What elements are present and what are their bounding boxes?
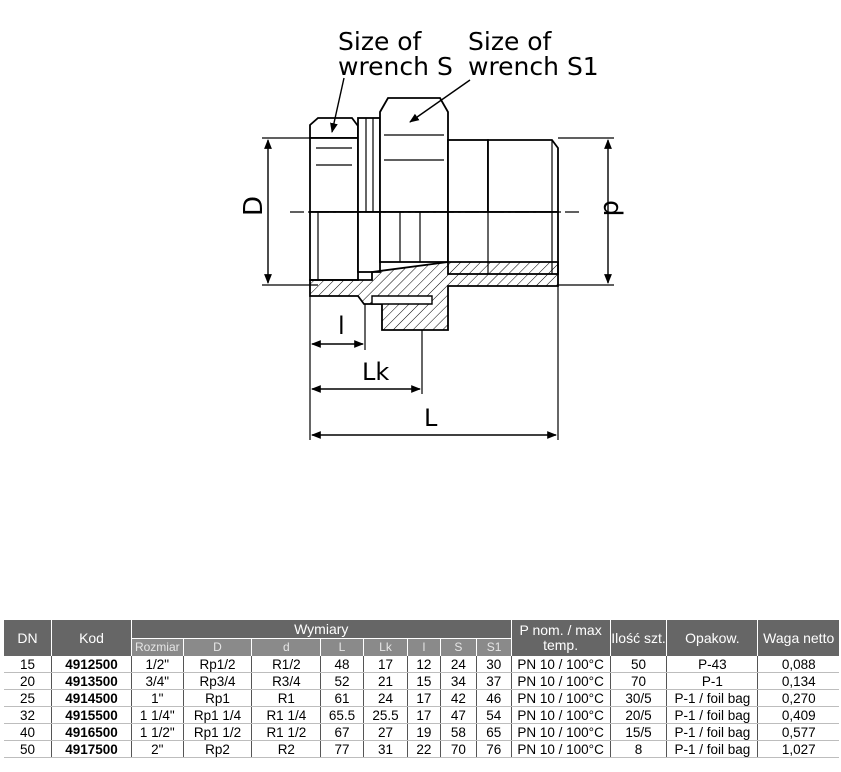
col-wymiary: Wymiary [132, 620, 512, 639]
cell-ilosc: 15/5 [610, 724, 667, 741]
cell-kod: 4915500 [52, 707, 132, 724]
cell-pnom: PN 10 / 100°C [511, 656, 610, 673]
cell-waga: 0,270 [758, 690, 839, 707]
label-wrench-s-2: wrench S [338, 52, 453, 81]
cell-s: 24 [440, 656, 476, 673]
cell-l: 22 [408, 741, 440, 758]
cell-pnom: PN 10 / 100°C [511, 673, 610, 690]
cell-opak: P-1 / foil bag [667, 707, 758, 724]
cell-l: 52 [321, 673, 364, 690]
cell-rozmiar: 1 1/2" [132, 724, 184, 741]
label-dim-l: l [338, 312, 345, 340]
cell-d: R1/2 [252, 656, 321, 673]
cell-d: Rp1 1/2 [183, 724, 252, 741]
sub-Lk: Lk [363, 639, 408, 657]
cell-lk: 17 [363, 656, 408, 673]
sub-rozmiar: Rozmiar [132, 639, 184, 657]
cell-l: 17 [408, 707, 440, 724]
label-dim-L: L [424, 404, 438, 432]
cell-s: 34 [440, 673, 476, 690]
col-pnom-line2: temp. [543, 637, 579, 653]
cell-s: 47 [440, 707, 476, 724]
sub-l: l [408, 639, 440, 657]
cell-lk: 25.5 [363, 707, 408, 724]
spec-table [4, 620, 839, 758]
cell-l: 12 [408, 656, 440, 673]
cell-l: 67 [321, 724, 364, 741]
cell-ilosc: 70 [610, 673, 667, 690]
table-row [4, 673, 839, 690]
cell-d: Rp2 [183, 741, 252, 758]
cell-d: Rp1 [183, 690, 252, 707]
cell-s1: 30 [477, 656, 511, 673]
cell-s: 42 [440, 690, 476, 707]
cell-d: Rp1/2 [183, 656, 252, 673]
cell-ilosc: 8 [610, 741, 667, 758]
cell-ilosc: 50 [610, 656, 667, 673]
cell-waga: 0,134 [758, 673, 839, 690]
label-wrench-s1-2: wrench S1 [468, 52, 599, 81]
label-wrench-s-1: Size of [338, 27, 422, 56]
cell-rozmiar: 1" [132, 690, 184, 707]
cell-lk: 21 [363, 673, 408, 690]
cell-rozmiar: 1/2" [132, 656, 184, 673]
spec-body [4, 656, 839, 758]
cell-waga: 0,409 [758, 707, 839, 724]
cell-l: 15 [408, 673, 440, 690]
col-dn: DN [4, 620, 52, 656]
cell-dn: 50 [4, 741, 52, 758]
cell-dn: 32 [4, 707, 52, 724]
cell-pnom: PN 10 / 100°C [511, 690, 610, 707]
cell-lk: 27 [363, 724, 408, 741]
cell-d: R1 [252, 690, 321, 707]
col-waga: Waga netto [758, 620, 839, 656]
cell-dn: 40 [4, 724, 52, 741]
cell-dn: 20 [4, 673, 52, 690]
cell-s1: 54 [477, 707, 511, 724]
cell-dn: 15 [4, 656, 52, 673]
cell-d: R3/4 [252, 673, 321, 690]
label-dim-d: d [597, 200, 627, 217]
table-row [4, 741, 839, 758]
cell-kod: 4914500 [52, 690, 132, 707]
cell-waga: 1,027 [758, 741, 839, 758]
cell-d: R1 1/4 [252, 707, 321, 724]
cell-s1: 65 [477, 724, 511, 741]
sub-D: D [183, 639, 252, 657]
cell-dn: 25 [4, 690, 52, 707]
cell-lk: 31 [363, 741, 408, 758]
cell-waga: 0,577 [758, 724, 839, 741]
cell-kod: 4917500 [52, 741, 132, 758]
header-row [4, 620, 839, 639]
table-row [4, 724, 839, 741]
cell-l: 17 [408, 690, 440, 707]
cell-kod: 4913500 [52, 673, 132, 690]
cell-opak: P-1 / foil bag [667, 690, 758, 707]
seal-ring [372, 296, 432, 304]
cell-s1: 76 [477, 741, 511, 758]
cell-opak: P-1 / foil bag [667, 724, 758, 741]
sub-L: L [321, 639, 364, 657]
label-wrench-s1-1: Size of [468, 27, 552, 56]
cell-rozmiar: 3/4" [132, 673, 184, 690]
cell-s1: 37 [477, 673, 511, 690]
cell-pnom: PN 10 / 100°C [511, 724, 610, 741]
cell-opak: P-1 / foil bag [667, 741, 758, 758]
cell-d: Rp1 1/4 [183, 707, 252, 724]
col-pnom [511, 620, 610, 656]
male-end [448, 140, 558, 212]
cell-d: R2 [252, 741, 321, 758]
cell-d: R1 1/2 [252, 724, 321, 741]
cell-ilosc: 30/5 [610, 690, 667, 707]
cell-opak: P-43 [667, 656, 758, 673]
cell-ilosc: 20/5 [610, 707, 667, 724]
cell-l: 19 [408, 724, 440, 741]
cell-s: 70 [440, 741, 476, 758]
cell-lk: 24 [363, 690, 408, 707]
sub-d: d [252, 639, 321, 657]
col-opakow: Opakow. [667, 620, 758, 656]
sub-S: S [440, 639, 476, 657]
label-dim-D: D [239, 195, 269, 216]
cell-rozmiar: 2" [132, 741, 184, 758]
cell-s1: 46 [477, 690, 511, 707]
cell-l: 61 [321, 690, 364, 707]
sub-S1: S1 [477, 639, 511, 657]
cell-kod: 4916500 [52, 724, 132, 741]
nut-s [310, 118, 380, 212]
cell-rozmiar: 1 1/4" [132, 707, 184, 724]
cell-d: Rp3/4 [183, 673, 252, 690]
col-kod: Kod [52, 620, 132, 656]
cell-pnom: PN 10 / 100°C [511, 707, 610, 724]
cell-l: 77 [321, 741, 364, 758]
cell-kod: 4912500 [52, 656, 132, 673]
cell-pnom: PN 10 / 100°C [511, 741, 610, 758]
cell-l: 65.5 [321, 707, 364, 724]
nut-s1 [380, 98, 448, 212]
cell-opak: P-1 [667, 673, 758, 690]
label-dim-Lk: Lk [362, 358, 390, 386]
table-row [4, 690, 839, 707]
cell-waga: 0,088 [758, 656, 839, 673]
cell-l: 48 [321, 656, 364, 673]
table-row [4, 707, 839, 724]
col-ilosc: Ilość szt. [610, 620, 667, 656]
col-pnom-line1: P nom. / max [519, 622, 602, 638]
table-row [4, 656, 839, 673]
cell-s: 58 [440, 724, 476, 741]
